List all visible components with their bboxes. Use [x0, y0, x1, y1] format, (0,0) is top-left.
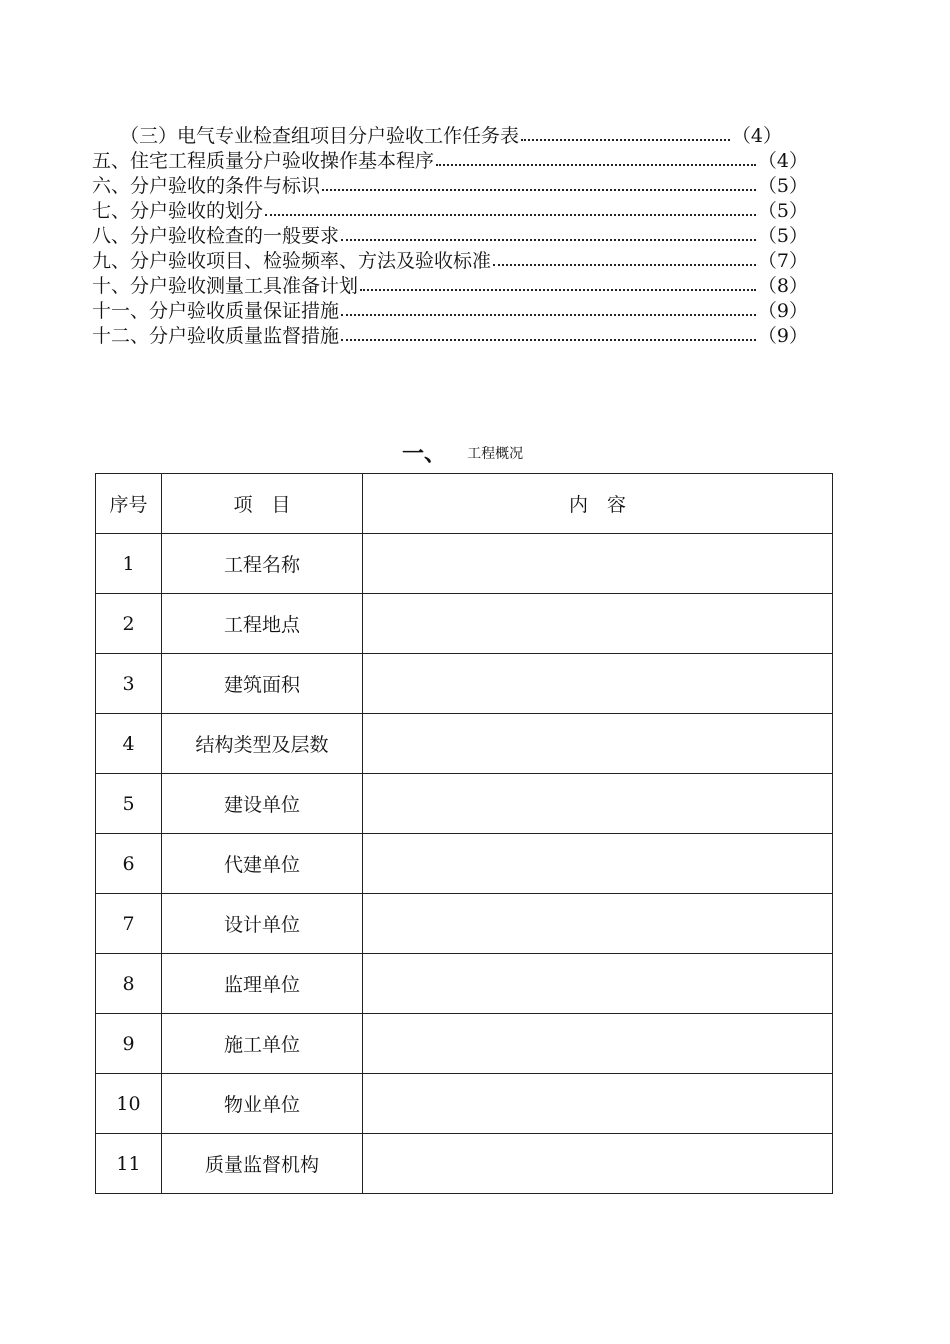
toc-leader-dots	[436, 149, 756, 166]
row-item: 监理单位	[162, 954, 363, 1014]
toc-entry[interactable]	[92, 174, 808, 199]
toc-leader-dots	[341, 299, 756, 316]
row-no: 7	[96, 894, 162, 954]
toc-entry[interactable]	[92, 274, 808, 299]
row-content[interactable]	[363, 1014, 833, 1074]
project-overview-table	[95, 473, 833, 1194]
row-no: 8	[96, 954, 162, 1014]
header-content: 内 容	[363, 474, 833, 534]
table-row	[96, 594, 833, 654]
row-no: 3	[96, 654, 162, 714]
toc-entry-title: 十二、分户验收质量监督措施	[92, 325, 340, 347]
row-no: 4	[96, 714, 162, 774]
row-item: 工程地点	[162, 594, 363, 654]
toc-leader-dots	[521, 124, 730, 141]
toc-entry-page: （5）	[757, 175, 808, 197]
toc-entry-page: （5）	[757, 200, 808, 222]
toc-entry[interactable]	[92, 224, 808, 249]
row-no: 1	[96, 534, 162, 594]
toc-leader-dots	[322, 174, 756, 191]
header-item: 项 目	[162, 474, 363, 534]
table-row	[96, 1134, 833, 1194]
row-no: 10	[96, 1074, 162, 1134]
row-content[interactable]	[363, 654, 833, 714]
table-of-contents	[92, 124, 808, 349]
row-item: 物业单位	[162, 1074, 363, 1134]
toc-entry-title: 八、分户验收检查的一般要求	[92, 225, 340, 247]
row-item: 建筑面积	[162, 654, 363, 714]
table-row	[96, 954, 833, 1014]
row-no: 6	[96, 834, 162, 894]
row-item: 设计单位	[162, 894, 363, 954]
row-item: 质量监督机构	[162, 1134, 363, 1194]
section-title: 工程概况	[467, 445, 524, 462]
row-no: 5	[96, 774, 162, 834]
toc-entry-page: （5）	[757, 225, 808, 247]
row-item: 施工单位	[162, 1014, 363, 1074]
toc-entry[interactable]	[92, 149, 808, 174]
row-content[interactable]	[363, 774, 833, 834]
table-row	[96, 1014, 833, 1074]
row-no: 11	[96, 1134, 162, 1194]
toc-entry[interactable]	[92, 124, 782, 149]
toc-entry-page: （9）	[757, 300, 808, 322]
toc-entry[interactable]	[92, 249, 808, 274]
toc-entry[interactable]	[92, 299, 808, 324]
toc-entry-title: 九、分户验收项目、检验频率、方法及验收标准	[92, 250, 492, 272]
toc-entry-page: （9）	[757, 325, 808, 347]
toc-leader-dots	[493, 249, 756, 266]
table-row	[96, 1074, 833, 1134]
row-content[interactable]	[363, 1134, 833, 1194]
row-item: 工程名称	[162, 534, 363, 594]
table-row	[96, 654, 833, 714]
header-no: 序号	[96, 474, 162, 534]
toc-entry-title: （三）电气专业检查组项目分户验收工作任务表	[120, 125, 520, 147]
toc-leader-dots	[341, 224, 756, 241]
row-item: 结构类型及层数	[162, 714, 363, 774]
table-row	[96, 894, 833, 954]
row-content[interactable]	[363, 534, 833, 594]
table-row	[96, 534, 833, 594]
row-item: 建设单位	[162, 774, 363, 834]
toc-leader-dots	[341, 324, 756, 341]
row-no: 9	[96, 1014, 162, 1074]
toc-entry-title: 六、分户验收的条件与标识	[92, 175, 321, 197]
row-item: 代建单位	[162, 834, 363, 894]
toc-entry-page: （8）	[757, 275, 808, 297]
table-header-row	[96, 474, 833, 534]
toc-leader-dots	[265, 199, 756, 216]
row-content[interactable]	[363, 894, 833, 954]
row-content[interactable]	[363, 714, 833, 774]
toc-entry-title: 十、分户验收测量工具准备计划	[92, 275, 359, 297]
toc-entry-title: 十一、分户验收质量保证措施	[92, 300, 340, 322]
row-content[interactable]	[363, 834, 833, 894]
section-number: 一、	[402, 441, 447, 467]
table-row	[96, 834, 833, 894]
toc-entry[interactable]	[92, 199, 808, 224]
toc-entry-page: （7）	[757, 250, 808, 272]
toc-entry-title: 七、分户验收的划分	[92, 200, 264, 222]
toc-entry-page: （4）	[757, 150, 808, 172]
section-heading	[402, 437, 523, 468]
row-no: 2	[96, 594, 162, 654]
table-row	[96, 774, 833, 834]
row-content[interactable]	[363, 1074, 833, 1134]
toc-leader-dots	[360, 274, 756, 291]
toc-entry-title: 五、住宅工程质量分户验收操作基本程序	[92, 150, 435, 172]
toc-entry-page: （4）	[731, 125, 782, 147]
row-content[interactable]	[363, 954, 833, 1014]
toc-entry[interactable]	[92, 324, 808, 349]
row-content[interactable]	[363, 594, 833, 654]
table-row	[96, 714, 833, 774]
